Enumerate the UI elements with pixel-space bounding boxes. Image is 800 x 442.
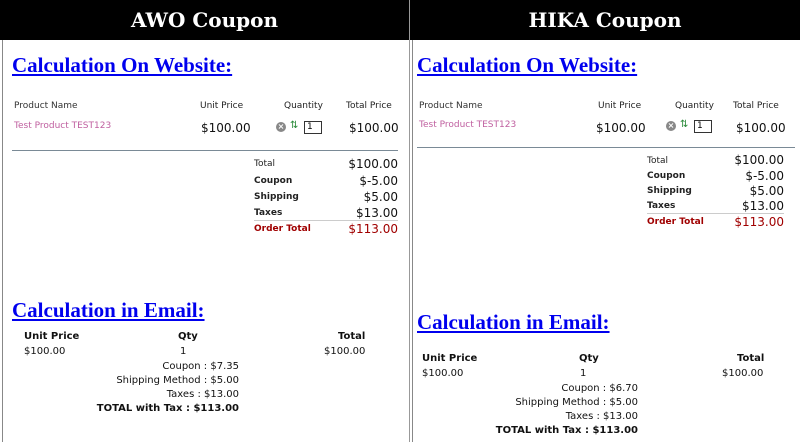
shipping-value: $5.00 [749, 184, 784, 198]
order-total-label: Order Total [254, 224, 311, 234]
coupon-value: $-5.00 [745, 169, 784, 183]
email-shipping: Shipping Method : $5.00 [515, 397, 638, 408]
email-header-qty: Qty [579, 353, 599, 364]
item-unit-price: $100.00 [596, 121, 646, 135]
panel-header: AWO Coupon [0, 0, 409, 40]
item-total-price: $100.00 [736, 121, 786, 135]
product-link[interactable]: Test Product TEST123 [419, 120, 517, 130]
email-coupon: Coupon : $6.70 [561, 383, 638, 394]
email-header-total: Total [338, 331, 366, 342]
header-quantity: Quantity [284, 101, 323, 111]
product-link[interactable]: Test Product TEST123 [14, 121, 112, 131]
email-coupon: Coupon : $7.35 [162, 361, 239, 372]
email-unit-price: $100.00 [24, 346, 66, 357]
taxes-label: Taxes [254, 208, 283, 218]
shipping-label: Shipping [647, 186, 692, 196]
quantity-input[interactable]: 1 [304, 121, 322, 134]
cart-divider [417, 147, 795, 148]
website-calculation-title[interactable]: Calculation On Website: [417, 53, 638, 77]
header-product-name: Product Name [14, 101, 78, 111]
panel-header: HIKA Coupon [410, 0, 800, 40]
order-total-value: $113.00 [348, 222, 398, 236]
totals-divider [254, 220, 398, 221]
email-taxes: Taxes : $13.00 [565, 411, 638, 422]
total-value: $100.00 [348, 157, 398, 171]
refresh-icon[interactable]: ⇅ [680, 119, 689, 130]
order-total-label: Order Total [647, 217, 704, 227]
email-qty: 1 [180, 346, 187, 357]
hika-coupon-panel [410, 0, 800, 442]
header-total-price: Total Price [346, 101, 392, 111]
shipping-value: $5.00 [363, 190, 398, 204]
total-label: Total [647, 156, 669, 166]
email-calculation-title[interactable]: Calculation in Email: [12, 298, 205, 322]
header-product-name: Product Name [419, 101, 483, 111]
email-total-with-tax: TOTAL with Tax : $113.00 [495, 425, 638, 436]
email-total: $100.00 [324, 346, 366, 357]
header-unit-price: Unit Price [598, 101, 642, 111]
taxes-label: Taxes [647, 201, 676, 211]
email-header-unit-price: Unit Price [422, 353, 478, 364]
totals-divider [647, 213, 784, 214]
email-taxes: Taxes : $13.00 [166, 389, 239, 400]
total-value: $100.00 [734, 153, 784, 167]
remove-item-icon[interactable]: × [667, 121, 675, 130]
taxes-value: $13.00 [742, 199, 784, 213]
coupon-value: $-5.00 [359, 174, 398, 188]
quantity-input[interactable]: 1 [694, 120, 712, 133]
website-calculation-title[interactable]: Calculation On Website: [12, 53, 233, 77]
item-total-price: $100.00 [349, 121, 399, 135]
refresh-icon[interactable]: ⇅ [290, 120, 299, 131]
taxes-value: $13.00 [356, 206, 398, 220]
email-total: $100.00 [722, 368, 764, 379]
header-total-price: Total Price [733, 101, 779, 111]
email-unit-price: $100.00 [422, 368, 464, 379]
remove-item-icon[interactable]: × [277, 122, 285, 131]
total-label: Total [254, 159, 276, 169]
shipping-label: Shipping [254, 192, 299, 202]
email-shipping: Shipping Method : $5.00 [116, 375, 239, 386]
header-quantity: Quantity [675, 101, 714, 111]
email-header-unit-price: Unit Price [24, 331, 80, 342]
order-total-value: $113.00 [734, 215, 784, 229]
email-total-with-tax: TOTAL with Tax : $113.00 [96, 403, 239, 414]
cart-divider [12, 150, 398, 151]
email-header-total: Total [737, 353, 765, 364]
coupon-label: Coupon [647, 171, 686, 181]
header-unit-price: Unit Price [200, 101, 244, 111]
email-calculation-title[interactable]: Calculation in Email: [417, 310, 610, 334]
item-unit-price: $100.00 [201, 121, 251, 135]
coupon-label: Coupon [254, 176, 293, 186]
email-header-qty: Qty [178, 331, 198, 342]
email-qty: 1 [580, 368, 587, 379]
